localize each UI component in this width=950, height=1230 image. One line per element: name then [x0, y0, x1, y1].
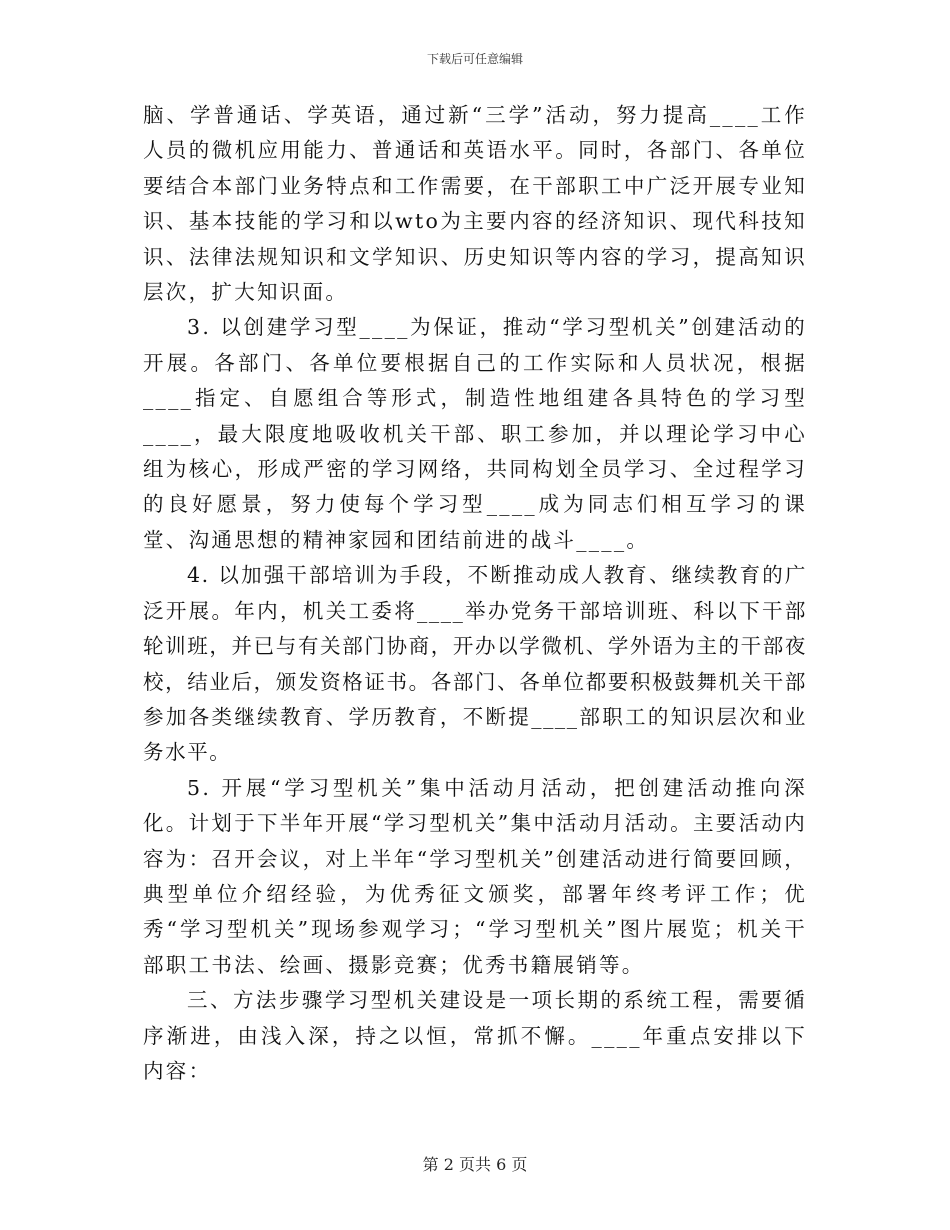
page-footer: 第 2 页共 6 页	[422, 1155, 528, 1174]
document-body	[143, 98, 807, 1089]
page-header: 下载后可任意编辑	[426, 52, 523, 66]
paragraph-item-4: 4. 以加强干部培训为手段，不断推动成人教育、继续教育的广泛开展。年内，机关工委将____举办党务干部培训班、科以下干部轮训班，并已与有关部门协商，开办以学微机、学外语为主的干部夜校，结业后，颁发资格证书。各部门、各单位都要积极鼓舞机关干部参加各类继续教育、学历教育，不断提____部职工的知识层次和业务水平。	[143, 563, 807, 765]
paragraph-section-3: 三、方法步骤学习型机关建设是一项长期的系统工程，需要循序渐进，由浅入深，持之以恒，常抓不懈。____年重点安排以下内容：	[143, 988, 807, 1083]
paragraph-continuation: 脑、学普通话、学英语，通过新“三学”活动，努力提高____工作人员的微机应用能力、普通话和英语水平。同时，各部门、各单位要结合本部门业务特点和工作需要，在干部职工中广泛开展专业知识、基本技能的学习和以wto为主要内容的经济知识、现代科技知识、法律法规知识和文学知识、历史知识等内容的学习，提高知识层次，扩大知识面。	[143, 103, 807, 305]
paragraph-item-5: 5. 开展“学习型机关”集中活动月活动，把创建活动推向深化。计划于下半年开展“学习型机关”集中活动月活动。主要活动内容为：召开会议，对上半年“学习型机关”创建活动进行简要回顾，典型单位介绍经验，为优秀征文颁奖，部署年终考评工作；优秀“学习型机关”现场参观学习；“学习型机关”图片展览；机关干部职工书法、绘画、摄影竞赛；优秀书籍展销等。	[143, 775, 807, 977]
paragraph-item-3: 3. 以创建学习型____为保证，推动“学习型机关”创建活动的开展。各部门、各单位要根据自己的工作实际和人员状况，根据____指定、自愿组合等形式，制造性地组建各具特色的学习型____，最大限度地吸收机关干部、职工参加，并以理论学习中心组为核心，形成严密的学习网络，共同构划全员学习、全过程学习的良好愿景，努力使每个学习型____成为同志们相互学习的课堂、沟通思想的精神家园和团结前进的战斗____。	[143, 315, 807, 552]
